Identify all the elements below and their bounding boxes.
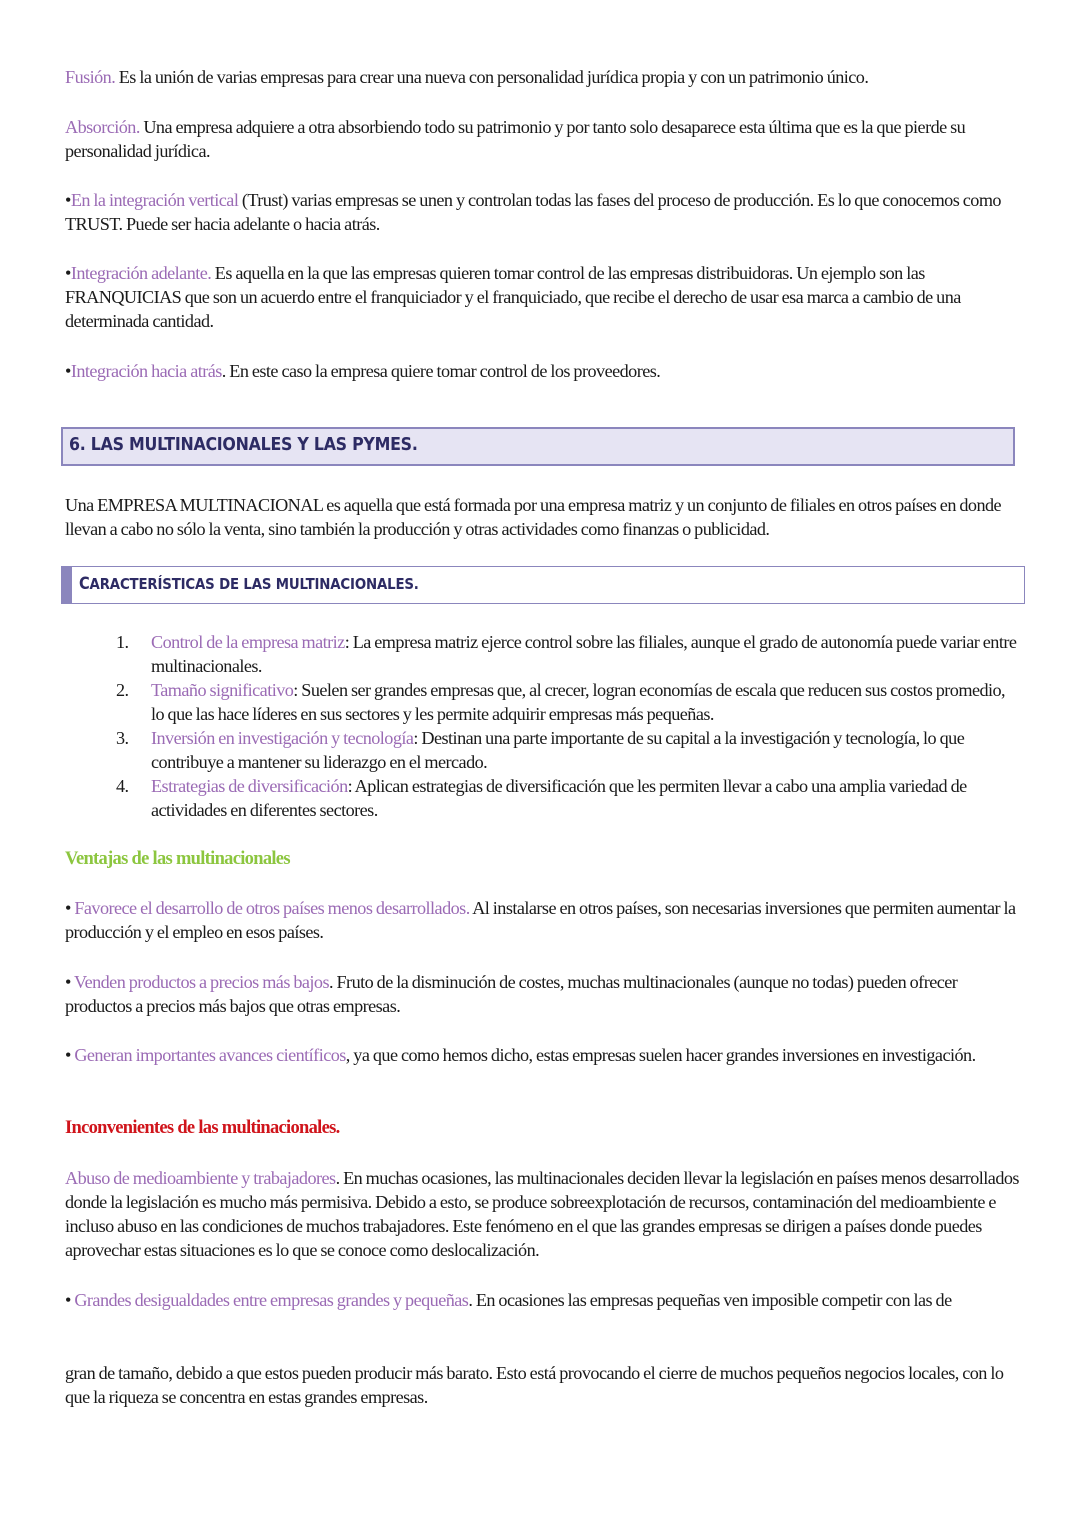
list-item [65,774,1020,822]
section-intro-paragraph: Una EMPRESA MULTINACIONAL es aquella que está formada por una empresa matriz y un conjunto de filiales en otros países en donde llevan a cabo no sólo la venta, sino también la producción y otras actividades como finanzas o publicidad. [65,495,1002,539]
section-header-box [61,427,1015,466]
ventajas-heading: Ventajas de las multinacionales [65,849,290,869]
ventaja-item [65,970,1020,1018]
inconveniente-item [65,1166,1020,1262]
list-term: Control de la empresa matriz [151,632,345,652]
ventaja-text: Al instalarse en otros países, son necesarias inversiones que permiten aumentar la producción y el empleo en esos países. [65,898,1016,942]
definition-absorcion: Una empresa adquiere a otra absorbiendo todo su patrimonio y por tanto solo desaparece esta última que es la que pierde su personalidad jurídica. [65,117,966,161]
bullet-icon: • [65,263,71,283]
list-text: : Suelen ser grandes empresas que, al crecer, logran economías de escala que reducen sus costos promedio, lo que las hace líderes en sus sectores y les permite adquirir empresas más pequeñas. [151,680,1006,724]
list-number: 3. [116,728,129,748]
definition-integracion-vertical: (Trust) varias empresas se unen y controlan todas las fases del proceso de producción. Es lo que conocemos como TRUST. Puede ser hacia adelante o hacia atrás. [65,190,1001,234]
paragraph-integracion-adelante [65,261,1020,333]
definition-fusion: Es la unión de varias empresas para crear una nueva con personalidad jurídica propia y con un patrimonio único. [115,67,869,87]
list-number: 2. [116,680,129,700]
inconveniente-term: Abuso de medioambiente y trabajadores [65,1168,336,1188]
list-term: Inversión en investigación y tecnología [151,728,414,748]
inconveniente-text: . En muchas ocasiones, las multinacionales deciden llevar la legislación en países menos desarrollados donde la legislación es mucho más permisiva. Debido a esto, se produce sobreexplotación de recursos, contaminación del medioambiente e incluso abuso en las condiciones de muchos trabajadores. Este fenómeno en el que las grandes empresas se dirigen a países donde puedes aprovechar estas situaciones es lo que se conoce como deslocalización. [65,1168,1019,1260]
inconveniente-text: . En ocasiones las empresas pequeñas ven imposible competir con las de [468,1290,952,1310]
paragraph-integracion-atras [65,359,1020,383]
list-term: Tamaño significativo [151,680,294,700]
bullet-icon: • [65,1045,71,1065]
section-title: 6. LAS MULTINACIONALES Y LAS PYMES. [69,434,418,455]
subsection-header-box [61,566,1025,604]
bullet-icon: • [65,972,71,992]
term-integracion-vertical: En la integración vertical [70,190,239,210]
paragraph-fusion [65,65,1020,89]
list-item [65,630,1020,678]
list-text: : Destinan una parte importante de su capital a la investigación y tecnología, lo que contribuye a mantener su liderazgo en el mercado. [151,728,965,772]
term-fusion: Fusión. [65,67,116,87]
list-term: Estrategias de diversificación [151,776,348,796]
ventaja-term: Generan importantes avances científicos [74,1045,346,1065]
bullet-icon: • [65,898,71,918]
bullet-icon: • [65,361,71,381]
ventaja-text: . Fruto de la disminución de costes, muchas multinacionales (aunque no todas) pueden ofrecer productos a precios más bajos que otras empresas. [65,972,958,1016]
definition-integracion-adelante: Es aquella en la que las empresas quieren tomar control de las empresas distribuidoras. Un ejemplo son las FRANQUICIAS que son un acuerdo entre el franquiciador y el franquiciado, que recibe el derecho de usar esa marca a cambio de una determinada cantidad. [65,263,961,331]
term-integracion-adelante: Integración adelante. [70,263,212,283]
term-absorcion: Absorción. [65,117,140,137]
inconveniente-term: Grandes desigualdades entre empresas grandes y pequeñas [74,1290,469,1310]
inconveniente-item [65,1288,1020,1312]
ventaja-text: , ya que como hemos dicho, estas empresas suelen hacer grandes inversiones en investigación. [345,1045,976,1065]
list-item [65,726,1020,774]
paragraph-absorcion [65,115,1020,163]
continuation-paragraph: gran de tamaño, debido a que estos pueden producir más barato. Esto está provocando el cierre de muchos pequeños negocios locales, con lo que la riqueza se concentra en estas grandes empresas. [65,1363,1004,1407]
characteristics-list [65,630,1020,822]
list-number: 1. [116,632,129,652]
paragraph-integracion-vertical [65,188,1020,236]
list-item [65,678,1020,726]
ventaja-term: Favorece el desarrollo de otros países menos desarrollados. [74,898,470,918]
ventaja-item [65,1043,1020,1067]
list-text: : La empresa matriz ejerce control sobre las filiales, aunque el grado de autonomía puede variar entre multinacionales. [151,632,1017,676]
subsection-title: CARACTERÍSTICAS DE LAS MULTINACIONALES. [79,574,419,594]
bullet-icon: • [65,190,71,210]
list-number: 4. [116,776,129,796]
ventaja-item [65,896,1020,944]
inconvenientes-heading: Inconvenientes de las multinacionales. [65,1118,340,1138]
definition-integracion-atras: . En este caso la empresa quiere tomar control de los proveedores. [221,361,661,381]
list-text: : Aplican estrategias de diversificación que les permiten llevar a cabo una amplia variedad de actividades en diferentes sectores. [151,776,967,820]
bullet-icon: • [65,1290,71,1310]
term-integracion-atras: Integración hacia atrás [70,361,222,381]
ventaja-term: Venden productos a precios más bajos [74,972,329,992]
